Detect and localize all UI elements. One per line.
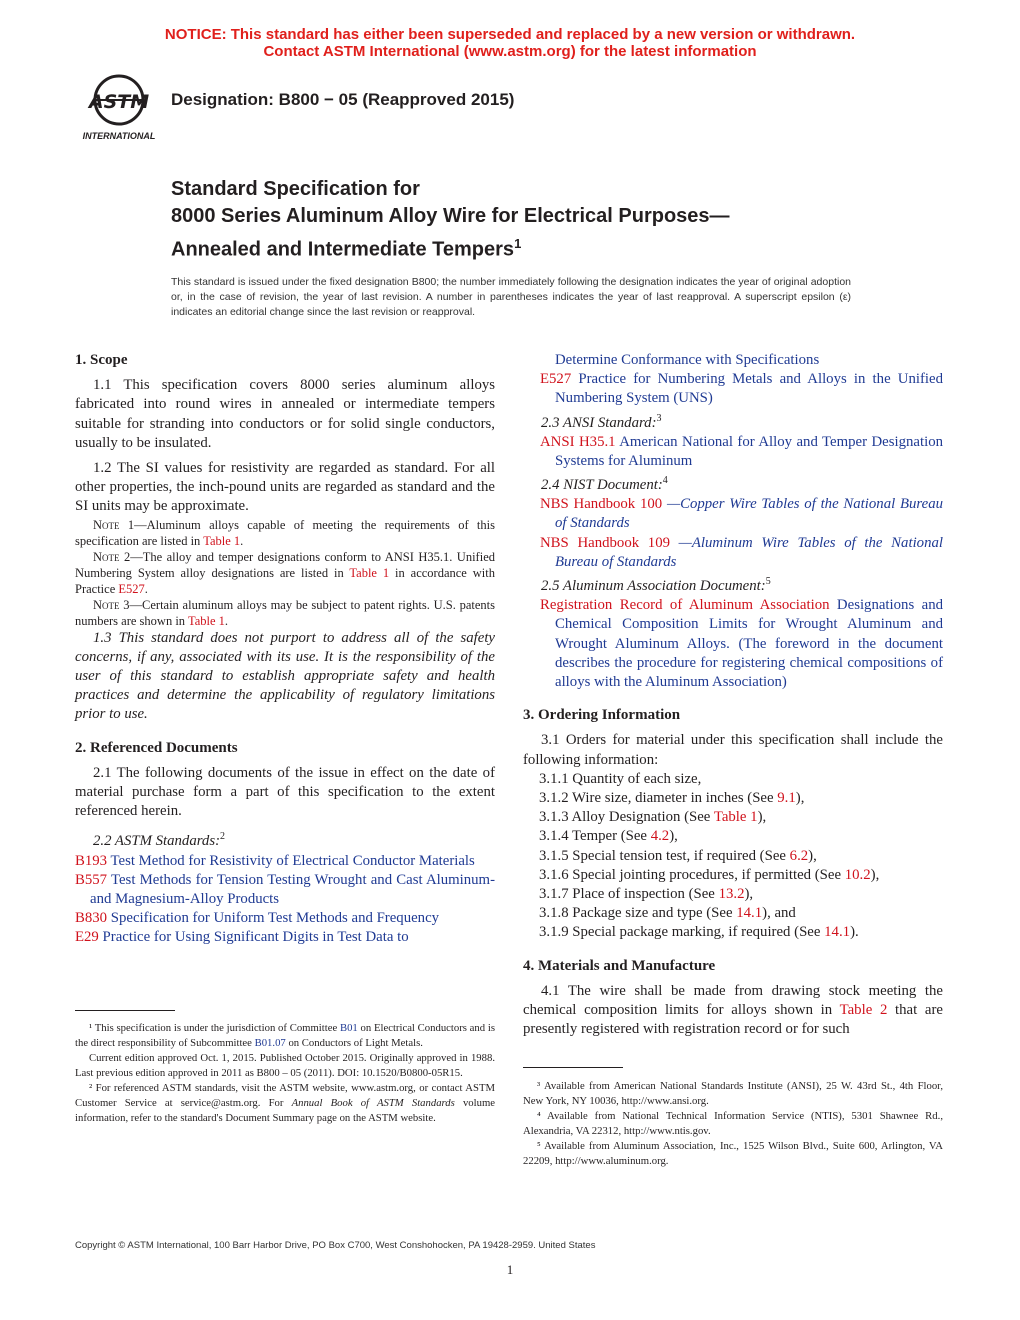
ref-title[interactable]: Test Method for Resistivity of Electrical Conductor Materials: [107, 852, 475, 869]
para-1-1: 1.1 This specification covers 8000 series aluminum alloys fabricated into round wires in annealed or intermediate tempers suitable for stranding into conductors or for solid single conductors, usually to be insulated.: [75, 377, 495, 451]
para-2-1: 2.1 The following documents of the issue in effect on the date of material purchase form a part of this specification to the extent referenced herein.: [75, 764, 495, 820]
left-column: [75, 351, 495, 948]
section-link[interactable]: 6.2: [789, 847, 809, 864]
note-3-label: Note 3: [93, 597, 130, 612]
logo-subtext: INTERNATIONAL: [82, 131, 156, 141]
section-2-heading: 2. Referenced Documents: [75, 739, 238, 756]
copyright: Copyright © ASTM International, 100 Barr Harbor Drive, PO Box C700, West Conshohocken, PA 19428-2959. United States: [75, 1240, 596, 1251]
section-3-heading: 3. Ordering Information: [523, 707, 681, 724]
note-2-label: Note 2: [93, 549, 131, 564]
ref-nbs-109[interactable]: [523, 534, 943, 572]
title-line-2: 8000 Series Aluminum Alloy Wire for Electrical Purposes—: [171, 205, 730, 227]
para-2-4: [523, 471, 943, 495]
astm-logo: [74, 72, 164, 144]
note-3-end: .: [224, 613, 229, 628]
ref-title[interactable]: Designations and Chemical Composition Limits for Wrought Aluminum and Wrought Aluminum Alloys. (The foreword in the document describes the procedure for registering chemical compositions of alloys with the Aluminum Association): [555, 597, 944, 691]
title-line-3: Annealed and Intermediate Tempers: [171, 238, 515, 261]
section-link[interactable]: 10.2: [844, 866, 871, 883]
ref-title[interactable]: —Aluminum Wire Tables of the National Bureau of Standards: [555, 534, 943, 570]
ref-title[interactable]: American National for Alloy and Temper Designation Systems for Aluminum: [555, 433, 943, 469]
list-item: 3.1.2 Wire size, diameter in inches (See 9.1),: [539, 790, 805, 807]
document-title: [171, 176, 730, 264]
ref-e527[interactable]: [523, 370, 943, 408]
ref-aluminum-association[interactable]: [523, 596, 943, 692]
ref-code[interactable]: NBS Handbook 109: [540, 534, 670, 551]
note-1-label: Note 1: [93, 517, 135, 532]
ref-code[interactable]: B557: [75, 871, 108, 888]
footnote-1-edition: Current edition approved Oct. 1, 2015. Published October 2015. Originally approved in 1988. Last previous edition approved in 2011 as B800 – 05 (2011). DOI: 10.1520/B0800-05R15.: [75, 1052, 495, 1079]
footnote-3: ³ Available from American National Standards Institute (ANSI), 25 W. 43rd St., 4th Floor, New York, NY 10036, http://www.ansi.org.: [523, 1080, 943, 1107]
ref-code[interactable]: ANSI H35.1: [540, 433, 616, 450]
ref-b193[interactable]: [75, 852, 495, 871]
ref-code[interactable]: NBS Handbook 100: [540, 496, 663, 513]
para-2-3-text: 2.3 ANSI Standard:: [541, 414, 657, 431]
footnotes-left: [75, 1021, 495, 1126]
ref-ansi[interactable]: [523, 433, 943, 471]
footnote-rule-left: [75, 1010, 175, 1011]
notice-line-1: NOTICE: This standard has either been superseded and replaced by a new version or withdrawn.: [164, 26, 856, 43]
note-1-link[interactable]: Table 1: [203, 533, 241, 548]
section-link[interactable]: 14.1: [736, 905, 763, 922]
withdrawal-notice: [0, 26, 1020, 60]
list-item: 3.1.3 Alloy Designation (See Table 1),: [539, 809, 767, 826]
note-1-end: .: [240, 533, 244, 548]
ref-code[interactable]: E527: [540, 371, 572, 388]
para-2-5-sup: 5: [765, 576, 771, 588]
ref-code[interactable]: B830: [75, 910, 108, 927]
ref-title[interactable]: Specification for Uniform Test Methods and Frequency: [107, 910, 440, 927]
para-2-2: [75, 827, 495, 851]
para-2-5-text: 2.5 Aluminum Association Document:: [541, 578, 766, 594]
para-2-3: [523, 409, 943, 433]
para-2-5: [523, 572, 943, 596]
ref-title[interactable]: —Copper Wire Tables of the National Bureau of Standards: [555, 496, 943, 532]
note-3-link[interactable]: Table 1: [187, 613, 225, 628]
para-3-1: 3.1 Orders for material under this specification shall include the following information:: [523, 732, 943, 768]
para-2-3-sup: 3: [656, 412, 662, 424]
list-item: 3.1.7 Place of inspection (See 13.2),: [539, 886, 754, 903]
footnote-4: ⁴ Available from National Technical Information Service (NTIS), 5301 Shawnee Rd., Alexandria, VA 22312, http://www.ntis.gov.: [523, 1110, 943, 1137]
subcommittee-link[interactable]: B01.07: [254, 1037, 286, 1049]
para-1-2: 1.2 The SI values for resistivity are regarded as standard. For all other properties, the inch-pound units are regarded as standard and the SI units may be approximate.: [75, 460, 495, 515]
list-item: 3.1.4 Temper (See 4.2),: [539, 828, 678, 845]
logo-text: ASTM: [88, 91, 150, 113]
ref-nbs-100[interactable]: [523, 495, 943, 533]
ref-e29[interactable]: [75, 928, 495, 947]
note-3: [75, 597, 495, 629]
section-link[interactable]: Table 1: [713, 809, 758, 826]
ref-title[interactable]: Practice for Numbering Metals and Alloys in the Unified Numbering System (UNS): [555, 371, 943, 407]
title-footnote-marker: 1: [514, 236, 522, 251]
para-2-2-sup: 2: [220, 831, 226, 843]
note-2-mid: in accordance with Practice: [75, 565, 495, 596]
section-link[interactable]: 4.2: [650, 828, 670, 845]
notice-line-2: Contact ASTM International (www.astm.org) for the latest information: [263, 43, 757, 60]
standard-intro: This standard is issued under the fixed designation B800; the number immediately following the designation indicates the year of original adoption or, in the case of revision, the year of last revision. A number in parentheses indicates the year of last reapproval. A superscript epsilon (ε) indicates an editorial change since the last revision or reapproval.: [171, 276, 851, 318]
ref-e29-continued[interactable]: Determine Conformance with Specifications: [555, 352, 820, 368]
list-item: 3.1.6 Special jointing procedures, if permitted (See 10.2),: [539, 866, 880, 883]
ref-title[interactable]: Practice for Using Significant Digits in Test Data to: [98, 929, 409, 946]
footnote-2: ² For referenced ASTM standards, visit the ASTM website, www.astm.org, or contact ASTM Customer Service at service@astm.org. For Annual Book of ASTM Standards volume information, refer to the standard's Document Summary page on the ASTM website.: [75, 1082, 496, 1124]
note-1-text: —Aluminum alloys capable of meeting the requirements of this specification are listed in: [75, 517, 495, 548]
para-4-1: 4.1 The wire shall be made from drawing stock meeting the chemical composition limits for alloys shown in Table 2 that are presently registered with registration record or for such: [523, 982, 943, 1038]
note-2-link[interactable]: Table 1: [349, 565, 390, 580]
page-number: 1: [506, 1262, 514, 1277]
footnote-5: ⁵ Available from Aluminum Association, Inc., 1525 Wilson Blvd., Suite 600, Arlington, VA 22209, http://www.aluminum.org.: [523, 1140, 943, 1167]
list-item: 3.1.1 Quantity of each size,: [539, 770, 702, 787]
list-item: 3.1.5 Special tension test, if required (See 6.2),: [539, 847, 817, 864]
astm-logo-icon: [74, 72, 164, 144]
list-item: 3.1.8 Package size and type (See 14.1), and: [539, 905, 796, 922]
note-2-text: —The alloy and temper designations conform to ANSI H35.1. Unified Numbering System alloy designations are listed in: [75, 549, 495, 580]
committee-link[interactable]: B01: [339, 1022, 358, 1034]
section-link[interactable]: 13.2: [718, 886, 745, 903]
section-link[interactable]: 14.1: [824, 924, 851, 941]
note-2: [75, 549, 495, 597]
note-1: [75, 517, 495, 549]
ref-title[interactable]: Test Methods for Tension Testing Wrought and Cast Aluminum- and Magnesium-Alloy Products: [90, 871, 495, 907]
note-2-link-e527[interactable]: E527: [118, 581, 145, 596]
right-column: [523, 351, 943, 1039]
ref-b557[interactable]: [75, 871, 495, 909]
ref-b830[interactable]: [75, 909, 495, 928]
designation: Designation: B800 − 05 (Reapproved 2015): [171, 90, 515, 109]
para-2-2-text: 2.2 ASTM Standards:: [93, 833, 221, 850]
para-2-4-sup: 4: [662, 475, 668, 487]
note-3-text: —Certain aluminum alloys may be subject to patent rights. U.S. patents numbers are shown in: [75, 597, 495, 628]
para-2-4-text: 2.4 NIST Document:: [541, 477, 663, 494]
title-line-1: Standard Specification for: [171, 178, 420, 200]
note-2-end: .: [144, 581, 148, 596]
ref-code[interactable]: B193: [75, 852, 108, 869]
ref-code[interactable]: E29: [75, 929, 99, 946]
footnote-1: ¹ This specification is under the jurisdiction of Committee B01 on Electrical Conductors and is the direct responsibility of Subcommittee B01.07 on Conductors of Light Metals.: [75, 1022, 495, 1049]
section-link[interactable]: 9.1: [777, 790, 796, 807]
ref-code[interactable]: Registration Record of Aluminum Association: [540, 597, 830, 614]
para-1-3: 1.3 This standard does not purport to address all of the safety concerns, if any, associated with its use. It is the responsibility of the user of this standard to establish appropriate safety and health practices and determine the applicability of regulatory limitations prior to use.: [75, 629, 495, 723]
list-item: 3.1.9 Special package marking, if required (See 14.1).: [539, 924, 859, 941]
footnotes-right: [523, 1079, 943, 1169]
table-2-link[interactable]: Table 2: [839, 1002, 888, 1019]
footnote-rule-right: [523, 1067, 623, 1068]
section-1-heading: 1. Scope: [75, 352, 128, 368]
section-4-heading: 4. Materials and Manufacture: [523, 957, 716, 974]
